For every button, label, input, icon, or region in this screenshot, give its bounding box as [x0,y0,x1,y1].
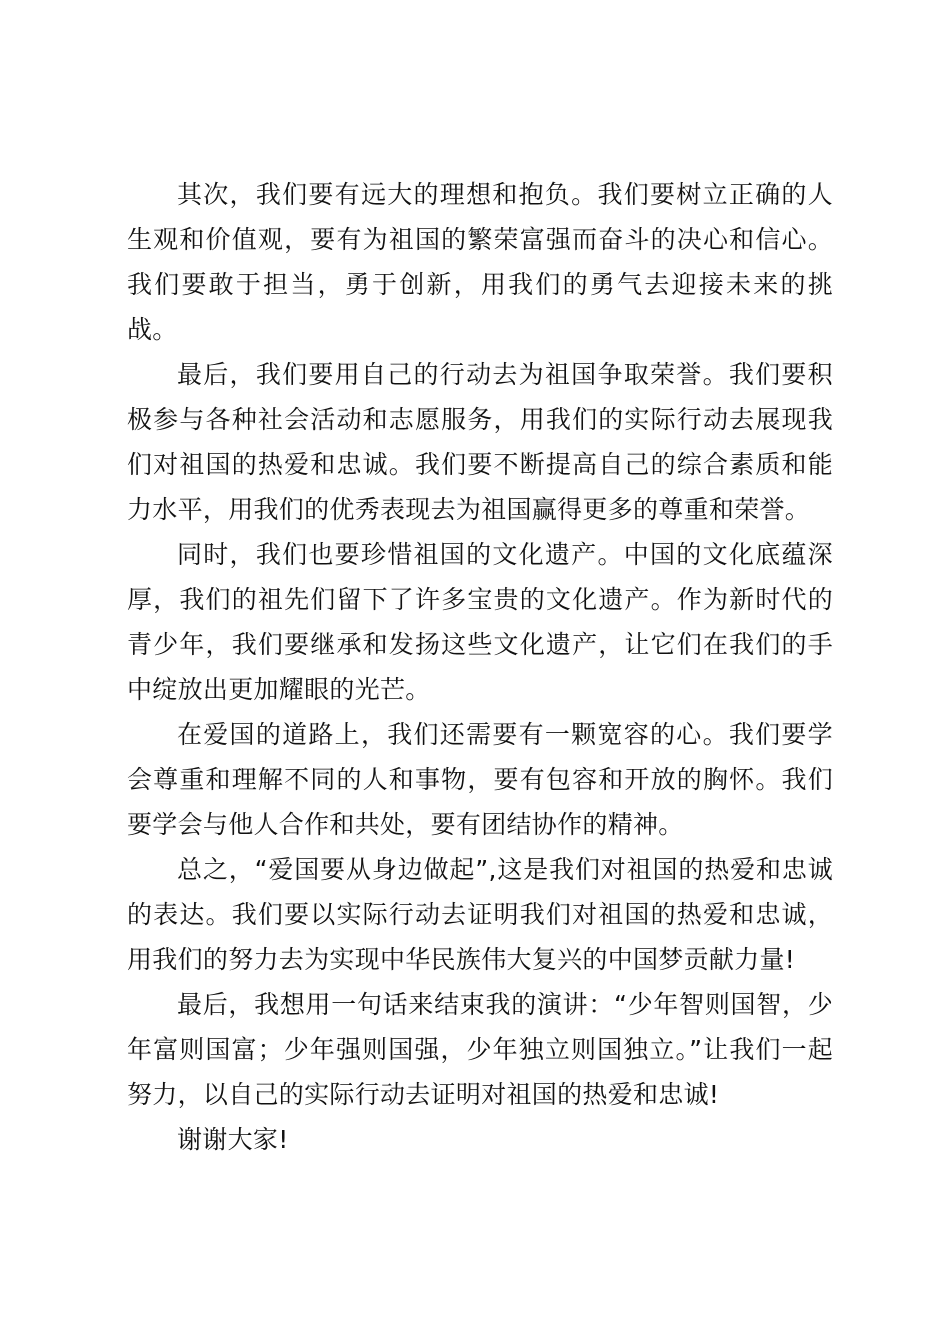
paragraph-heritage: 同时，我们也要珍惜祖国的文化遗产。中国的文化底蕴深厚，我们的祖先们留下了许多宝贵的文化遗产。作为新时代的青少年，我们要继承和发扬这些文化遗产，让它们在我们的手中绽放出更加耀眼的光芒。 [127,540,833,704]
paragraph-tolerance: 在爱国的道路上，我们还需要有一颗宽容的心。我们要学会尊重和理解不同的人和事物，要有包容和开放的胸怀。我们要学会与他人合作和共处，要有团结协作的精神。 [127,720,833,839]
paragraph-honor: 最后，我们要用自己的行动去为祖国争取荣誉。我们要积极参与各种社会活动和志愿服务，用我们的实际行动去展现我们对祖国的热爱和忠诚。我们要不断提高自己的综合素质和能力水平，用我们的优秀表现去为祖国赢得更多的尊重和荣誉。 [127,360,833,524]
paragraph-ideals: 其次，我们要有远大的理想和抱负。我们要树立正确的人生观和价值观，要有为祖国的繁荣富强而奋斗的决心和信心。我们要敢于担当，勇于创新，用我们的勇气去迎接未来的挑战。 [127,180,833,344]
speech-body [127,172,833,1162]
paragraph-summary: 总之，“爱国要从身边做起”,这是我们对祖国的热爱和忠诚的表达。我们要以实际行动去证明我们对祖国的热爱和忠诚，用我们的努力去为实现中华民族伟大复兴的中国梦贡献力量! [127,855,833,974]
paragraph-thanks: 谢谢大家! [177,1125,289,1154]
paragraph-closing-quote: 最后，我想用一句话来结束我的演讲：“少年智则国智，少年富则国富；少年强则国强，少年独立则国独立。”让我们一起努力，以自己的实际行动去证明对祖国的热爱和忠诚! [127,990,833,1109]
